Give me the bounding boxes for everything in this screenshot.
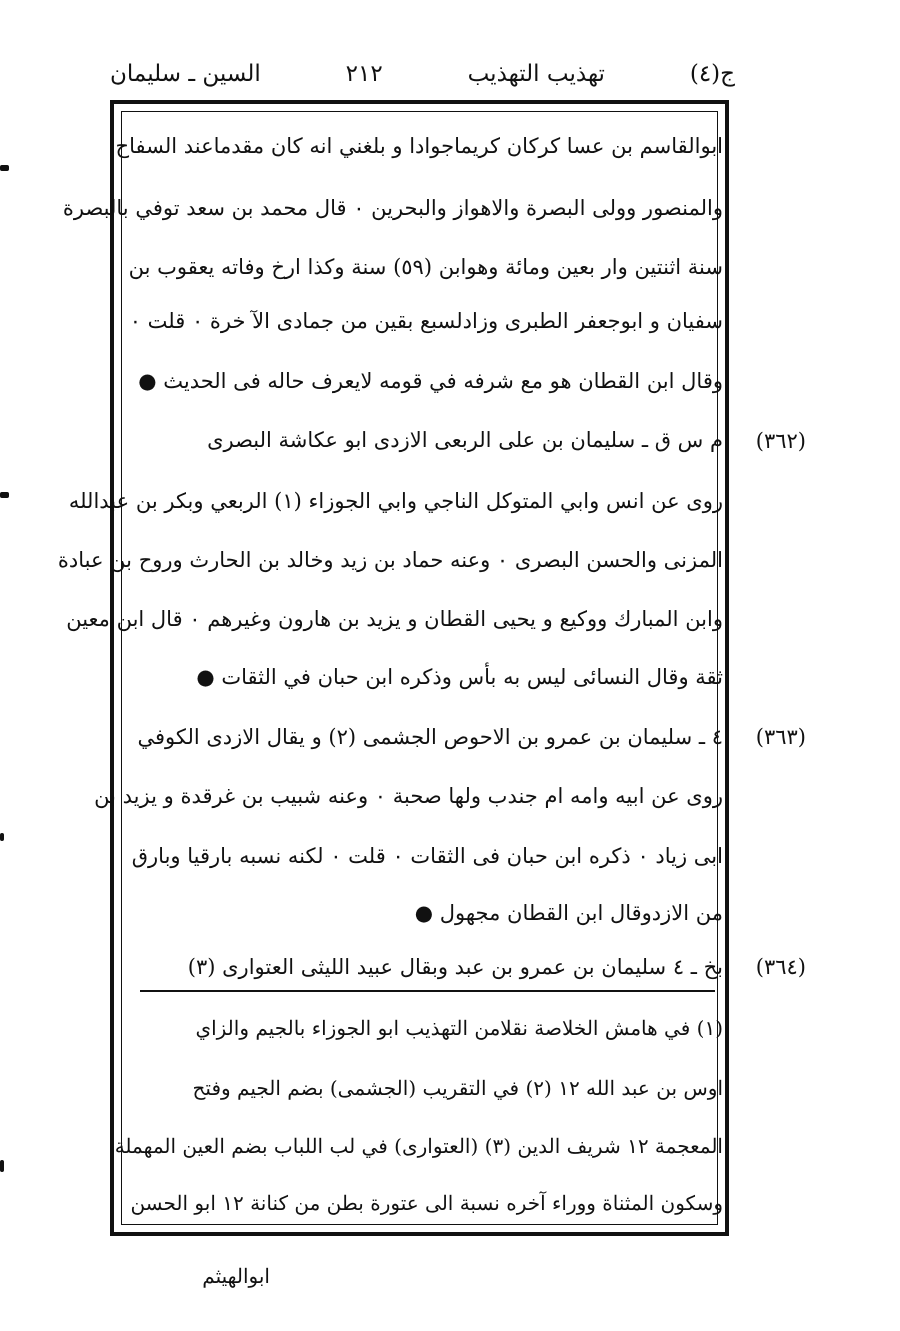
running-header xyxy=(110,52,735,96)
text-line: روى عن انس وابي المتوكل الناجي وابي الجوزاء (١) الربعي وبكر بن عبدالله xyxy=(68,489,723,513)
text-line: والمنصور وولى البصرة والاهواز والبحرين ٠ قال محمد بن سعد توفي بالبصرة xyxy=(62,196,723,220)
text-line: ابى زياد ٠ ذكره ابن حبان فى الثقات ٠ قلت ٠ لكنه نسبه بارقيا وبارق xyxy=(131,844,723,868)
footnote-divider xyxy=(140,990,715,992)
text-line: ثقة وقال النسائى ليس به بأس وذكره ابن حبان في الثقات ● xyxy=(196,665,723,689)
footnote-line: وسكون المثناة ووراء آخره نسبة الى عتورة بطن من كنانة ١٢ ابو الحسن xyxy=(130,1191,723,1215)
text-line: وابن المبارك ووكيع و يحيى القطان و يزيد بن هارون وغيرهم ٠ قال ابن معين xyxy=(66,607,723,631)
scan-speck xyxy=(0,165,9,171)
text-line: سنة اثنتين وار بعين ومائة وهوابن (٥٩) سنة وكذا ارخ وفاته يعقوب بن xyxy=(128,255,723,279)
text-line: المزنى والحسن البصرى ٠ وعنه حماد بن زيد وخالد بن الحارث وروح بن عبادة xyxy=(57,548,723,572)
footnote-line: المعجمة ١٢ شريف الدين (٣) (العتوارى) في لب اللباب بضم العين المهملة xyxy=(114,1134,723,1158)
entry-number: (٣٦٣) xyxy=(755,725,806,749)
section-title: السين ـ سليمان xyxy=(110,61,261,87)
text-line: وقال ابن القطان هو مع شرفه في قومه لايعرف حاله فى الحديث ● xyxy=(138,369,723,393)
text-line: سفيان و ابوجعفر الطبرى وزادلسبع بقين من جمادى الآ خرة ٠ قلت ٠ xyxy=(129,309,723,333)
scan-speck xyxy=(0,833,4,841)
entry-number: (٣٦٤) xyxy=(755,955,806,979)
scan-speck xyxy=(0,492,9,498)
entry-heading: ٤ ـ سليمان بن عمرو بن الاحوص الجشمى (٢) و يقال الازدى الكوفي xyxy=(137,725,723,749)
page-number: ٢١٢ xyxy=(345,61,383,87)
catchword: ابوالهيثم xyxy=(202,1264,270,1288)
volume-number: ج(٤) xyxy=(689,61,735,87)
entry-number: (٣٦٢) xyxy=(755,429,806,453)
text-line: روى عن ابيه وامه ام جندب ولها صحبة ٠ وعنه شبيب بن غرقدة و يزيد بن xyxy=(94,784,723,808)
entry-heading: م س ق ـ سليمان بن على الربعى الازدى ابو عكاشة البصرى xyxy=(207,428,723,452)
text-line: ابوالقاسم بن عسا كركان كريماجوادا و بلغني انه كان مقدماعند السفاح xyxy=(115,134,723,158)
footnote-line: اوس بن عبد الله ١٢ (٢) في التقريب (الجشمى) بضم الجيم وفتح xyxy=(192,1076,723,1100)
scan-speck xyxy=(0,1160,4,1172)
entry-heading: بخ ـ ٤ سليمان بن عمرو بن عبد وبقال عبيد الليثى العتوارى (٣) xyxy=(187,955,723,979)
footnote-line: (١) في هامش الخلاصة نقلامن التهذيب ابو الجوزاء بالجيم والزاي xyxy=(195,1016,723,1040)
text-line: من الازدوقال ابن القطان مجهول ● xyxy=(414,901,723,925)
book-title: تهذيب التهذيب xyxy=(467,61,605,87)
